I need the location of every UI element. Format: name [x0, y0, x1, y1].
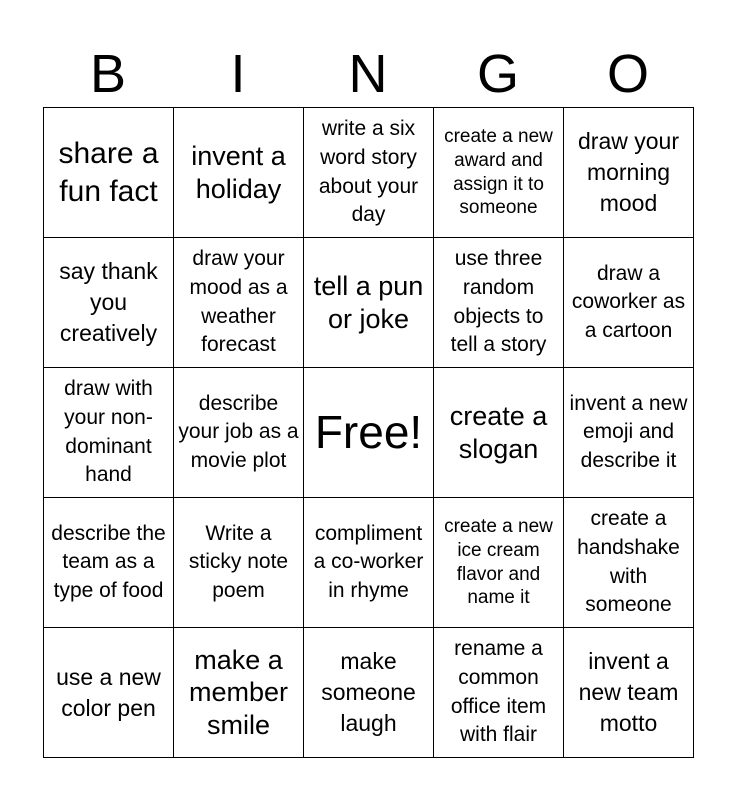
bingo-cell[interactable]: tell a pun or joke: [304, 238, 434, 368]
bingo-cell[interactable]: create a new ice cream flavor and name it: [434, 498, 564, 628]
bingo-cell[interactable]: Write a sticky note poem: [174, 498, 304, 628]
bingo-cell[interactable]: use three random objects to tell a story: [434, 238, 564, 368]
grid-row-5: [44, 628, 694, 758]
header-letter-n: N: [348, 44, 388, 104]
grid-row-2: [44, 238, 694, 368]
bingo-cell[interactable]: make a member smile: [174, 628, 304, 758]
bingo-cell[interactable]: write a six word story about your day: [304, 108, 434, 238]
bingo-cell[interactable]: invent a new emoji and describe it: [564, 368, 694, 498]
bingo-grid: [43, 107, 694, 758]
bingo-cell[interactable]: create a new award and assign it to someone: [434, 108, 564, 238]
bingo-cell[interactable]: invent a holiday: [174, 108, 304, 238]
grid-row-3: [44, 368, 694, 498]
bingo-cell[interactable]: rename a common office item with flair: [434, 628, 564, 758]
bingo-cell[interactable]: draw with your non-dominant hand: [44, 368, 174, 498]
bingo-cell[interactable]: describe your job as a movie plot: [174, 368, 304, 498]
header-letter-b: B: [89, 44, 127, 104]
bingo-cell[interactable]: make someone laugh: [304, 628, 434, 758]
bingo-cell[interactable]: create a slogan: [434, 368, 564, 498]
bingo-cell[interactable]: compliment a co-worker in rhyme: [304, 498, 434, 628]
header-letter-g: G: [476, 44, 519, 104]
bingo-cell[interactable]: draw your mood as a weather forecast: [174, 238, 304, 368]
bingo-cell[interactable]: describe the team as a type of food: [44, 498, 174, 628]
bingo-cell[interactable]: use a new color pen: [44, 628, 174, 758]
bingo-cell[interactable]: draw a coworker as a cartoon: [564, 238, 694, 368]
free-cell[interactable]: Free!: [304, 368, 434, 498]
bingo-cell[interactable]: invent a new team motto: [564, 628, 694, 758]
bingo-cell[interactable]: draw your morning mood: [564, 108, 694, 238]
grid-row-4: [44, 498, 694, 628]
bingo-cell[interactable]: create a handshake with someone: [564, 498, 694, 628]
bingo-header: [43, 40, 693, 108]
bingo-cell[interactable]: share a fun fact: [44, 108, 174, 238]
grid-row-1: [44, 108, 694, 238]
header-letter-o: O: [606, 44, 649, 104]
header-letter-i: I: [230, 44, 246, 104]
bingo-cell[interactable]: say thank you creatively: [44, 238, 174, 368]
